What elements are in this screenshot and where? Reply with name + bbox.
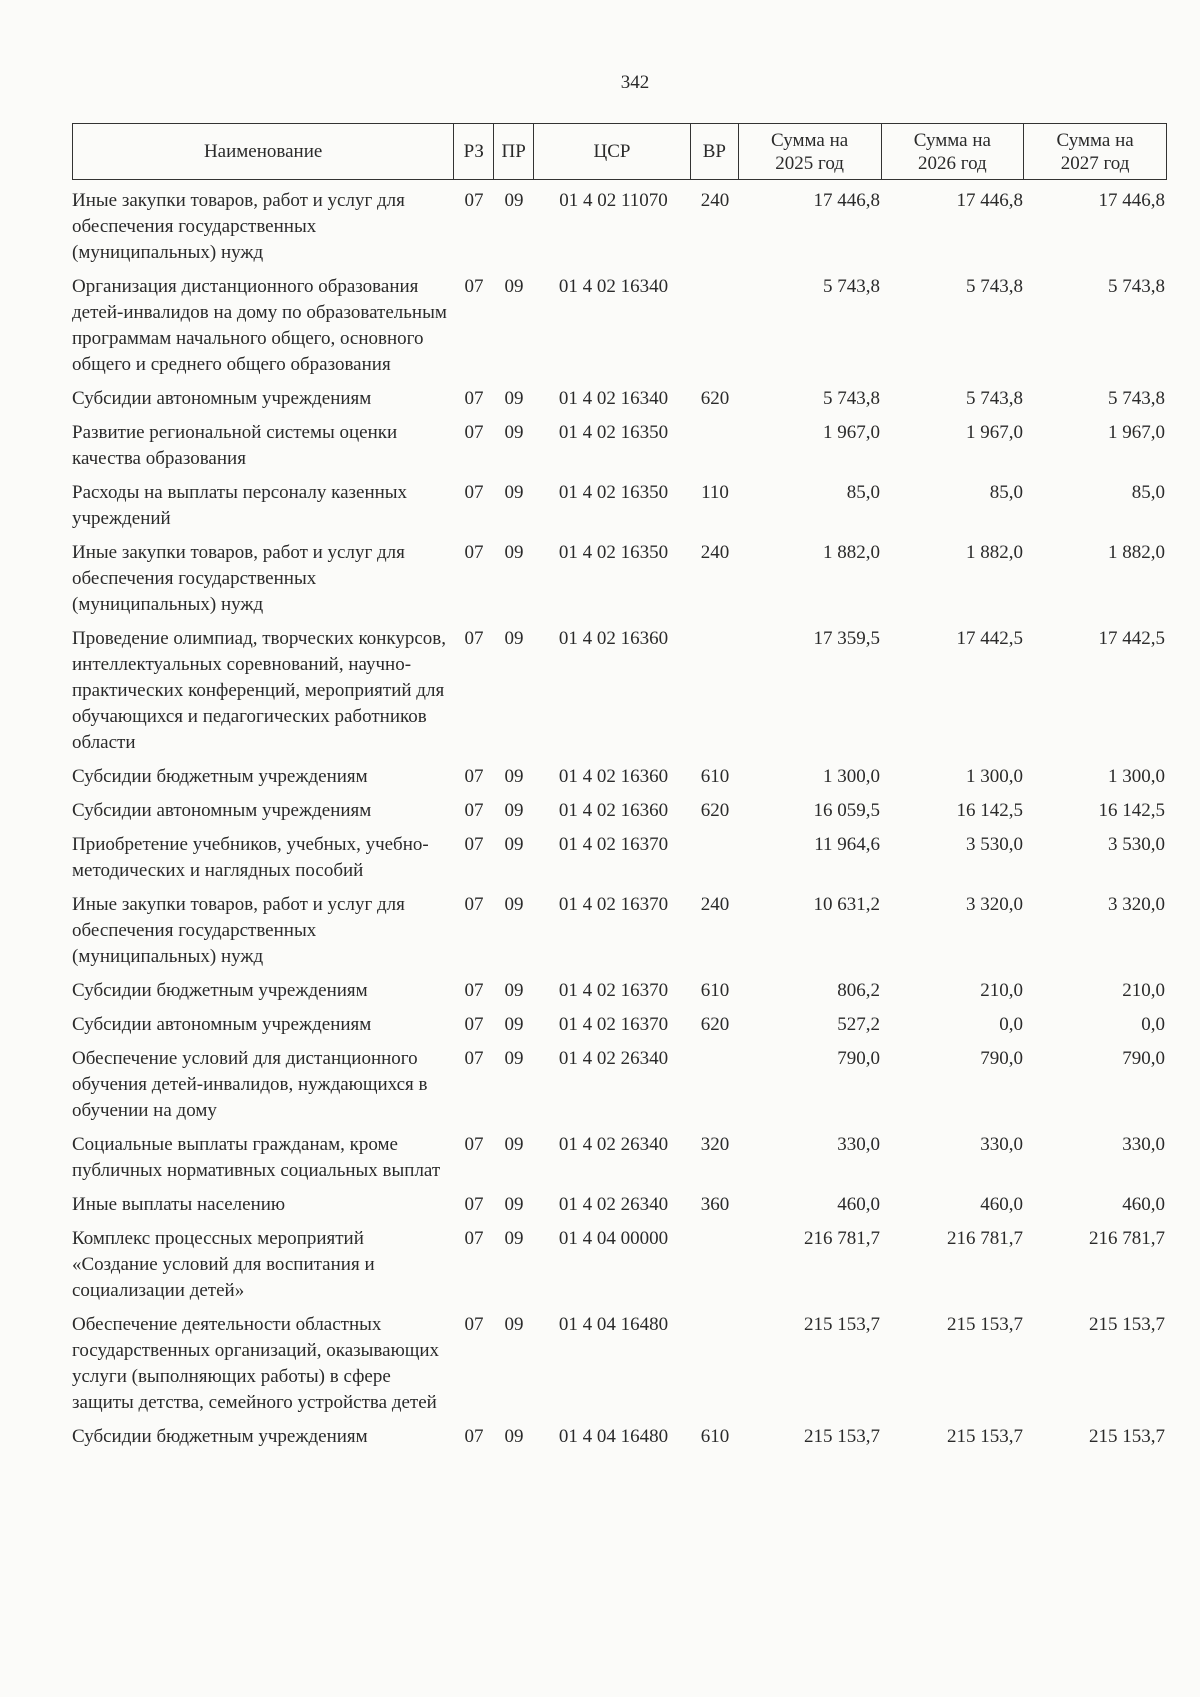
cell-sum-2025: 215 153,7 [804,1426,880,1447]
cell-sum-2026: 5 743,8 [966,388,1023,409]
cell-sum-2026: 3 530,0 [966,834,1023,855]
cell-csr: 01 4 02 16350 [558,422,669,443]
cell-csr: 01 4 02 26340 [558,1194,669,1215]
table-row [72,188,1167,266]
cell-sum-2026: 460,0 [980,1194,1023,1215]
cell-sum-2027: 216 781,7 [1089,1228,1165,1249]
cell-vr: 610 [700,1426,730,1447]
header-sum-2026 [882,124,1025,179]
cell-name: Расходы на выплаты персоналу казенных учреждений [72,482,408,529]
cell-csr: 01 4 02 16350 [558,542,669,563]
cell-pr: 09 [504,422,524,443]
header-sum-2025 [739,124,882,179]
cell-sum-2027: 5 743,8 [1108,276,1165,297]
cell-sum-2025: 16 059,5 [813,800,880,821]
cell-vr: 360 [700,1194,730,1215]
table-row [72,1046,1167,1124]
header-sum-2027-label: Сумма на 2027 год [1056,129,1134,174]
cell-rz: 07 [464,1426,484,1447]
header-sum-2025-label: Сумма на 2025 год [771,129,849,174]
cell-csr: 01 4 02 16340 [558,388,669,409]
cell-vr [691,1312,739,1416]
table-row [72,978,1167,1004]
cell-sum-2025: 10 631,2 [813,894,880,915]
cell-sum-2027: 215 153,7 [1089,1426,1165,1447]
table-row [72,798,1167,824]
cell-sum-2027: 3 320,0 [1108,894,1165,915]
cell-sum-2027: 330,0 [1122,1134,1165,1155]
table-row [72,1226,1167,1304]
cell-vr: 110 [701,482,729,503]
cell-rz: 07 [464,834,484,855]
cell-rz: 07 [464,1228,484,1249]
cell-pr: 09 [504,800,524,821]
cell-sum-2025: 1 882,0 [823,542,880,563]
header-csr-label: ЦСР [593,141,631,162]
cell-sum-2025: 330,0 [837,1134,880,1155]
cell-rz: 07 [464,482,484,503]
header-name [73,124,454,179]
table-row [72,764,1167,790]
cell-sum-2026: 215 153,7 [947,1314,1023,1335]
header-vr-label: ВР [702,141,726,162]
table-row [72,420,1167,472]
table-row [72,892,1167,970]
cell-rz: 07 [464,766,484,787]
cell-vr: 620 [700,388,730,409]
cell-rz: 07 [464,1314,484,1335]
header-pr [494,124,534,179]
cell-pr: 09 [504,1426,524,1447]
cell-name: Обеспечение условий для дистанционного обучения детей-инвалидов, нуждающихся в обучении на дому [72,1048,428,1121]
cell-sum-2025: 5 743,8 [823,388,880,409]
table-row [72,1312,1167,1416]
cell-sum-2026: 85,0 [989,482,1023,503]
header-name-label: Наименование [203,141,323,162]
table-row [72,540,1167,618]
cell-vr [691,1226,739,1304]
cell-csr: 01 4 02 16370 [558,1014,669,1035]
header-vr [691,124,739,179]
cell-pr: 09 [504,894,524,915]
cell-name: Комплекс процессных мероприятий «Создание условий для воспитания и социализации детей» [72,1228,375,1301]
cell-sum-2025: 460,0 [837,1194,880,1215]
cell-csr: 01 4 02 16370 [558,894,669,915]
cell-name: Иные закупки товаров, работ и услуг для обеспечения государственных (муниципальных) нужд [72,542,405,615]
cell-pr: 09 [504,190,524,211]
cell-sum-2027: 3 530,0 [1108,834,1165,855]
cell-vr [691,420,739,472]
cell-csr: 01 4 02 16350 [558,482,669,503]
page-number: 342 [620,72,650,93]
cell-pr: 09 [504,980,524,1001]
cell-sum-2026: 330,0 [980,1134,1023,1155]
cell-vr [691,1046,739,1124]
cell-name: Субсидии бюджетным учреждениям [72,766,368,787]
cell-sum-2025: 806,2 [837,980,880,1001]
cell-sum-2025: 1 967,0 [823,422,880,443]
cell-sum-2027: 215 153,7 [1089,1314,1165,1335]
cell-sum-2027: 16 142,5 [1098,800,1165,821]
cell-sum-2027: 210,0 [1122,980,1165,1001]
cell-csr: 01 4 04 16480 [558,1426,669,1447]
cell-sum-2026: 790,0 [980,1048,1023,1069]
cell-sum-2026: 17 446,8 [956,190,1023,211]
cell-name: Иные закупки товаров, работ и услуг для обеспечения государственных (муниципальных) нужд [72,190,405,263]
cell-pr: 09 [504,1194,524,1215]
cell-vr: 240 [700,190,730,211]
cell-pr: 09 [504,1048,524,1069]
cell-csr: 01 4 02 16370 [558,834,669,855]
cell-csr: 01 4 02 26340 [558,1134,669,1155]
cell-name: Субсидии бюджетным учреждениям [72,980,368,1001]
cell-sum-2025: 85,0 [846,482,880,503]
cell-sum-2026: 1 882,0 [966,542,1023,563]
cell-name: Приобретение учебников, учебных, учебно-методических и наглядных пособий [72,834,429,881]
cell-vr: 610 [700,980,730,1001]
cell-rz: 07 [464,422,484,443]
cell-name: Субсидии автономным учреждениям [72,800,372,821]
cell-rz: 07 [464,628,484,649]
table-body [72,188,1167,1458]
cell-pr: 09 [504,1134,524,1155]
cell-name: Субсидии автономным учреждениям [72,388,372,409]
cell-pr: 09 [504,482,524,503]
cell-vr: 320 [700,1134,730,1155]
cell-sum-2026: 5 743,8 [966,276,1023,297]
cell-csr: 01 4 02 16360 [558,628,669,649]
cell-rz: 07 [464,190,484,211]
cell-sum-2025: 527,2 [837,1014,880,1035]
table-header [72,123,1167,180]
cell-sum-2025: 17 446,8 [813,190,880,211]
cell-sum-2025: 1 300,0 [823,766,880,787]
cell-name: Иные закупки товаров, работ и услуг для обеспечения государственных (муниципальных) нужд [72,894,405,967]
cell-rz: 07 [464,1134,484,1155]
cell-vr [691,274,739,378]
cell-sum-2027: 790,0 [1122,1048,1165,1069]
cell-rz: 07 [464,1048,484,1069]
cell-sum-2027: 1 300,0 [1108,766,1165,787]
table-row [72,832,1167,884]
cell-sum-2027: 5 743,8 [1108,388,1165,409]
cell-sum-2026: 17 442,5 [956,628,1023,649]
cell-name: Субсидии автономным учреждениям [72,1014,372,1035]
cell-sum-2027: 17 446,8 [1098,190,1165,211]
cell-csr: 01 4 02 11070 [559,190,668,211]
cell-pr: 09 [504,388,524,409]
cell-sum-2027: 1 882,0 [1108,542,1165,563]
cell-sum-2026: 0,0 [999,1014,1023,1035]
cell-rz: 07 [464,276,484,297]
cell-vr: 610 [700,766,730,787]
cell-sum-2025: 11 964,6 [814,834,880,855]
cell-name: Развитие региональной системы оценки качества образования [72,422,398,469]
cell-name: Организация дистанционного образования детей-инвалидов на дому по образовательным программам начального общего, основного общего и среднего общего образования [72,276,447,375]
cell-pr: 09 [504,542,524,563]
cell-sum-2026: 1 967,0 [966,422,1023,443]
cell-vr: 240 [700,894,730,915]
header-rz [454,124,494,179]
cell-pr: 09 [504,834,524,855]
header-csr [534,124,691,179]
header-pr-label: ПР [501,141,526,162]
cell-pr: 09 [504,1228,524,1249]
cell-sum-2027: 1 967,0 [1108,422,1165,443]
cell-pr: 09 [504,276,524,297]
table-row [72,274,1167,378]
cell-rz: 07 [464,800,484,821]
cell-name: Проведение олимпиад, творческих конкурсов, интеллектуальных соревнований, научно-практических конференций, мероприятий для обучающихся и педагогических работников области [72,628,447,753]
cell-sum-2025: 17 359,5 [813,628,880,649]
cell-sum-2026: 215 153,7 [947,1426,1023,1447]
cell-pr: 09 [504,628,524,649]
cell-rz: 07 [464,980,484,1001]
header-sum-2027 [1024,124,1166,179]
cell-csr: 01 4 04 16480 [558,1314,669,1335]
cell-csr: 01 4 02 16360 [558,800,669,821]
cell-sum-2026: 216 781,7 [947,1228,1023,1249]
cell-sum-2025: 790,0 [837,1048,880,1069]
cell-name: Субсидии бюджетным учреждениям [72,1426,368,1447]
cell-csr: 01 4 02 16340 [558,276,669,297]
cell-sum-2025: 216 781,7 [804,1228,880,1249]
cell-vr [691,626,739,756]
header-sum-2026-label: Сумма на 2026 год [913,129,991,174]
cell-sum-2026: 16 142,5 [956,800,1023,821]
cell-rz: 07 [464,894,484,915]
cell-rz: 07 [464,542,484,563]
cell-csr: 01 4 04 00000 [558,1228,669,1249]
table-row [72,626,1167,756]
cell-sum-2027: 85,0 [1131,482,1165,503]
table-row [72,386,1167,412]
cell-sum-2027: 17 442,5 [1098,628,1165,649]
cell-sum-2027: 0,0 [1141,1014,1165,1035]
cell-csr: 01 4 02 26340 [558,1048,669,1069]
table-row [72,1132,1167,1184]
cell-vr: 240 [700,542,730,563]
cell-sum-2026: 3 320,0 [966,894,1023,915]
cell-csr: 01 4 02 16360 [558,766,669,787]
cell-rz: 07 [464,388,484,409]
table-row [72,1012,1167,1038]
cell-sum-2027: 460,0 [1122,1194,1165,1215]
cell-name: Иные выплаты населению [72,1194,286,1215]
cell-vr: 620 [700,1014,730,1035]
cell-name: Обеспечение деятельности областных государственных организаций, оказывающих услуги (выполняющих работы) в сфере защиты детства, семейного устройства детей [72,1314,440,1413]
cell-sum-2025: 5 743,8 [823,276,880,297]
cell-sum-2025: 215 153,7 [804,1314,880,1335]
cell-sum-2026: 210,0 [980,980,1023,1001]
cell-csr: 01 4 02 16370 [558,980,669,1001]
cell-rz: 07 [464,1194,484,1215]
cell-vr [691,832,739,884]
cell-pr: 09 [504,766,524,787]
cell-vr: 620 [700,800,730,821]
header-rz-label: РЗ [463,141,484,162]
cell-name: Социальные выплаты гражданам, кроме публичных нормативных социальных выплат [72,1134,441,1181]
table-row [72,1424,1167,1450]
cell-pr: 09 [504,1314,524,1335]
cell-pr: 09 [504,1014,524,1035]
table-row [72,1192,1167,1218]
cell-sum-2026: 1 300,0 [966,766,1023,787]
cell-rz: 07 [464,1014,484,1035]
table-row [72,480,1167,532]
